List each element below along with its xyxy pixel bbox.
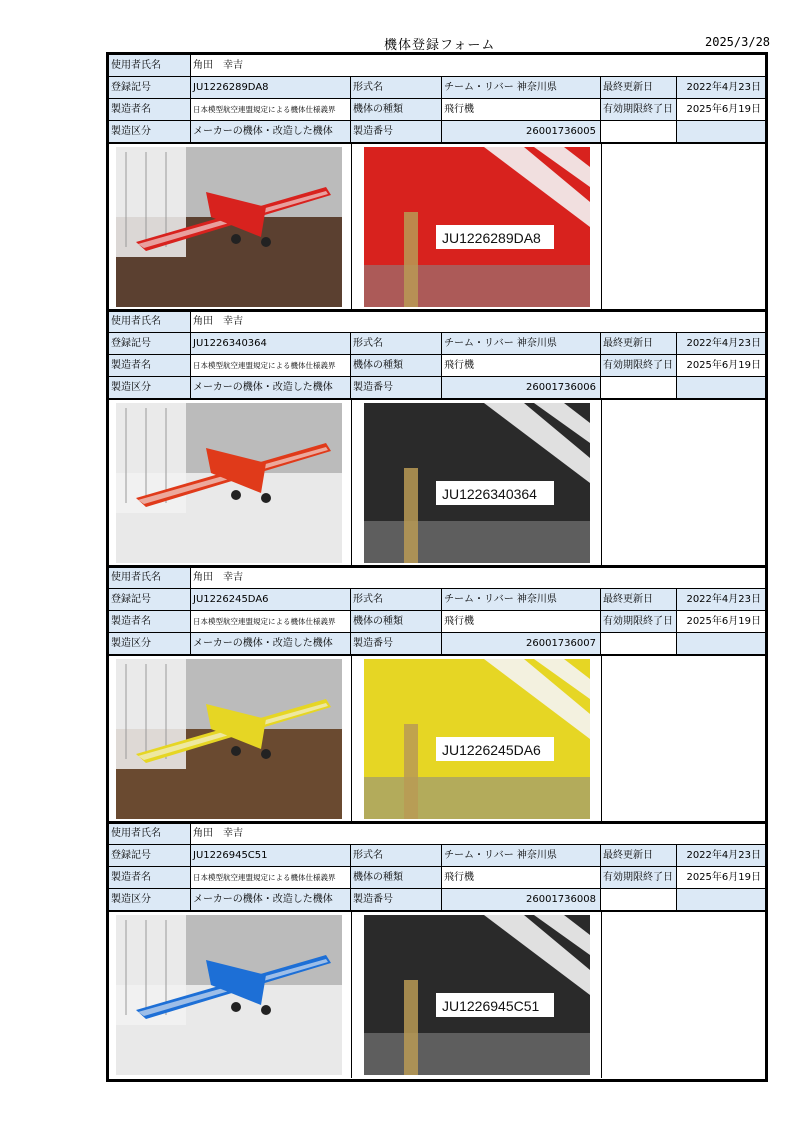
- updated-label: 最終更新日: [601, 589, 677, 610]
- photo-area: [109, 655, 765, 822]
- category-label: 製造区分: [109, 377, 191, 398]
- maker-value: 日本模型航空連盟規定による機体仕様義界: [191, 867, 351, 888]
- serial-value: 26001736008: [442, 889, 601, 910]
- type-value: 飛行機: [442, 355, 601, 376]
- updated-label: 最終更新日: [601, 845, 677, 866]
- serial-value: 26001736007: [442, 633, 601, 654]
- reg-value: JU1226340364: [191, 333, 351, 354]
- record-divider: [109, 565, 765, 568]
- empty-cell: [601, 633, 677, 654]
- serial-value: 26001736006: [442, 377, 601, 398]
- empty-cell: [601, 121, 677, 142]
- photo-registration-text: JU1226945C51: [442, 998, 540, 1014]
- empty-cell: [677, 889, 765, 910]
- aircraft-record: [109, 311, 765, 567]
- user-value: 角田 幸吉: [191, 311, 765, 332]
- expiry-value: 2025年6月19日: [677, 355, 765, 376]
- updated-value: 2022年4月23日: [677, 589, 765, 610]
- user-label: 使用者氏名: [109, 55, 191, 76]
- photo-registration-text: JU1226245DA6: [442, 742, 541, 758]
- reg-label: 登録記号: [109, 845, 191, 866]
- maker-value: 日本模型航空連盟規定による機体仕様義界: [191, 355, 351, 376]
- category-label: 製造区分: [109, 889, 191, 910]
- category-label: 製造区分: [109, 121, 191, 142]
- type-label: 機体の種類: [351, 611, 442, 632]
- registration-label-photo: [364, 147, 590, 307]
- photo-registration-text: JU1226289DA8: [442, 230, 541, 246]
- empty-cell: [601, 889, 677, 910]
- reg-label: 登録記号: [109, 589, 191, 610]
- registration-label-photo: [364, 403, 590, 563]
- model-value: チーム・リバー 神奈川県: [442, 77, 601, 98]
- expiry-label: 有効期限終了日: [601, 99, 677, 120]
- user-label: 使用者氏名: [109, 311, 191, 332]
- user-label: 使用者氏名: [109, 567, 191, 588]
- form-title: 機体登録フォーム: [384, 38, 496, 53]
- aircraft-photo: [116, 147, 342, 307]
- type-value: 飛行機: [442, 99, 601, 120]
- type-label: 機体の種類: [351, 355, 442, 376]
- model-label: 形式名: [351, 333, 442, 354]
- serial-value: 26001736005: [442, 121, 601, 142]
- updated-label: 最終更新日: [601, 333, 677, 354]
- maker-label: 製造者名: [109, 99, 191, 120]
- reg-label: 登録記号: [109, 77, 191, 98]
- user-value: 角田 幸吉: [191, 567, 765, 588]
- empty-cell: [677, 633, 765, 654]
- category-value: メーカーの機体・改造した機体: [191, 889, 351, 910]
- expiry-label: 有効期限終了日: [601, 867, 677, 888]
- model-value: チーム・リバー 神奈川県: [442, 333, 601, 354]
- type-value: 飛行機: [442, 867, 601, 888]
- category-value: メーカーの機体・改造した機体: [191, 377, 351, 398]
- empty-cell: [601, 377, 677, 398]
- category-label: 製造区分: [109, 633, 191, 654]
- type-label: 機体の種類: [351, 867, 442, 888]
- maker-value: 日本模型航空連盟規定による機体仕様義界: [191, 99, 351, 120]
- serial-label: 製造番号: [351, 633, 442, 654]
- photo-area: [109, 911, 765, 1078]
- reg-value: JU1226945C51: [191, 845, 351, 866]
- expiry-value: 2025年6月19日: [677, 611, 765, 632]
- updated-value: 2022年4月23日: [677, 77, 765, 98]
- updated-value: 2022年4月23日: [677, 333, 765, 354]
- model-value: チーム・リバー 神奈川県: [442, 845, 601, 866]
- serial-label: 製造番号: [351, 377, 442, 398]
- model-label: 形式名: [351, 845, 442, 866]
- maker-value: 日本模型航空連盟規定による機体仕様義界: [191, 611, 351, 632]
- model-value: チーム・リバー 神奈川県: [442, 589, 601, 610]
- updated-label: 最終更新日: [601, 77, 677, 98]
- form-date: 2025/3/28: [705, 35, 771, 49]
- expiry-label: 有効期限終了日: [601, 355, 677, 376]
- maker-label: 製造者名: [109, 611, 191, 632]
- photo-area: [109, 399, 765, 566]
- photo-area: [109, 143, 765, 310]
- type-label: 機体の種類: [351, 99, 442, 120]
- aircraft-photo: [116, 659, 342, 819]
- reg-value: JU1226245DA6: [191, 589, 351, 610]
- expiry-value: 2025年6月19日: [677, 867, 765, 888]
- serial-label: 製造番号: [351, 121, 442, 142]
- empty-cell: [677, 377, 765, 398]
- aircraft-record: [109, 55, 765, 311]
- reg-label: 登録記号: [109, 333, 191, 354]
- user-label: 使用者氏名: [109, 823, 191, 844]
- expiry-value: 2025年6月19日: [677, 99, 765, 120]
- expiry-label: 有効期限終了日: [601, 611, 677, 632]
- user-value: 角田 幸吉: [191, 55, 765, 76]
- category-value: メーカーの機体・改造した機体: [191, 121, 351, 142]
- user-value: 角田 幸吉: [191, 823, 765, 844]
- aircraft-photo: [116, 915, 342, 1075]
- photo-registration-text: JU1226340364: [442, 486, 537, 502]
- updated-value: 2022年4月23日: [677, 845, 765, 866]
- model-label: 形式名: [351, 589, 442, 610]
- serial-label: 製造番号: [351, 889, 442, 910]
- aircraft-photo: [116, 403, 342, 563]
- registration-label-photo: [364, 915, 590, 1075]
- registration-sheet: [106, 52, 768, 1082]
- record-divider: [109, 821, 765, 824]
- category-value: メーカーの機体・改造した機体: [191, 633, 351, 654]
- aircraft-record: [109, 567, 765, 823]
- maker-label: 製造者名: [109, 867, 191, 888]
- reg-value: JU1226289DA8: [191, 77, 351, 98]
- model-label: 形式名: [351, 77, 442, 98]
- type-value: 飛行機: [442, 611, 601, 632]
- aircraft-record: [109, 823, 765, 1079]
- maker-label: 製造者名: [109, 355, 191, 376]
- record-divider: [109, 309, 765, 312]
- registration-label-photo: [364, 659, 590, 819]
- empty-cell: [677, 121, 765, 142]
